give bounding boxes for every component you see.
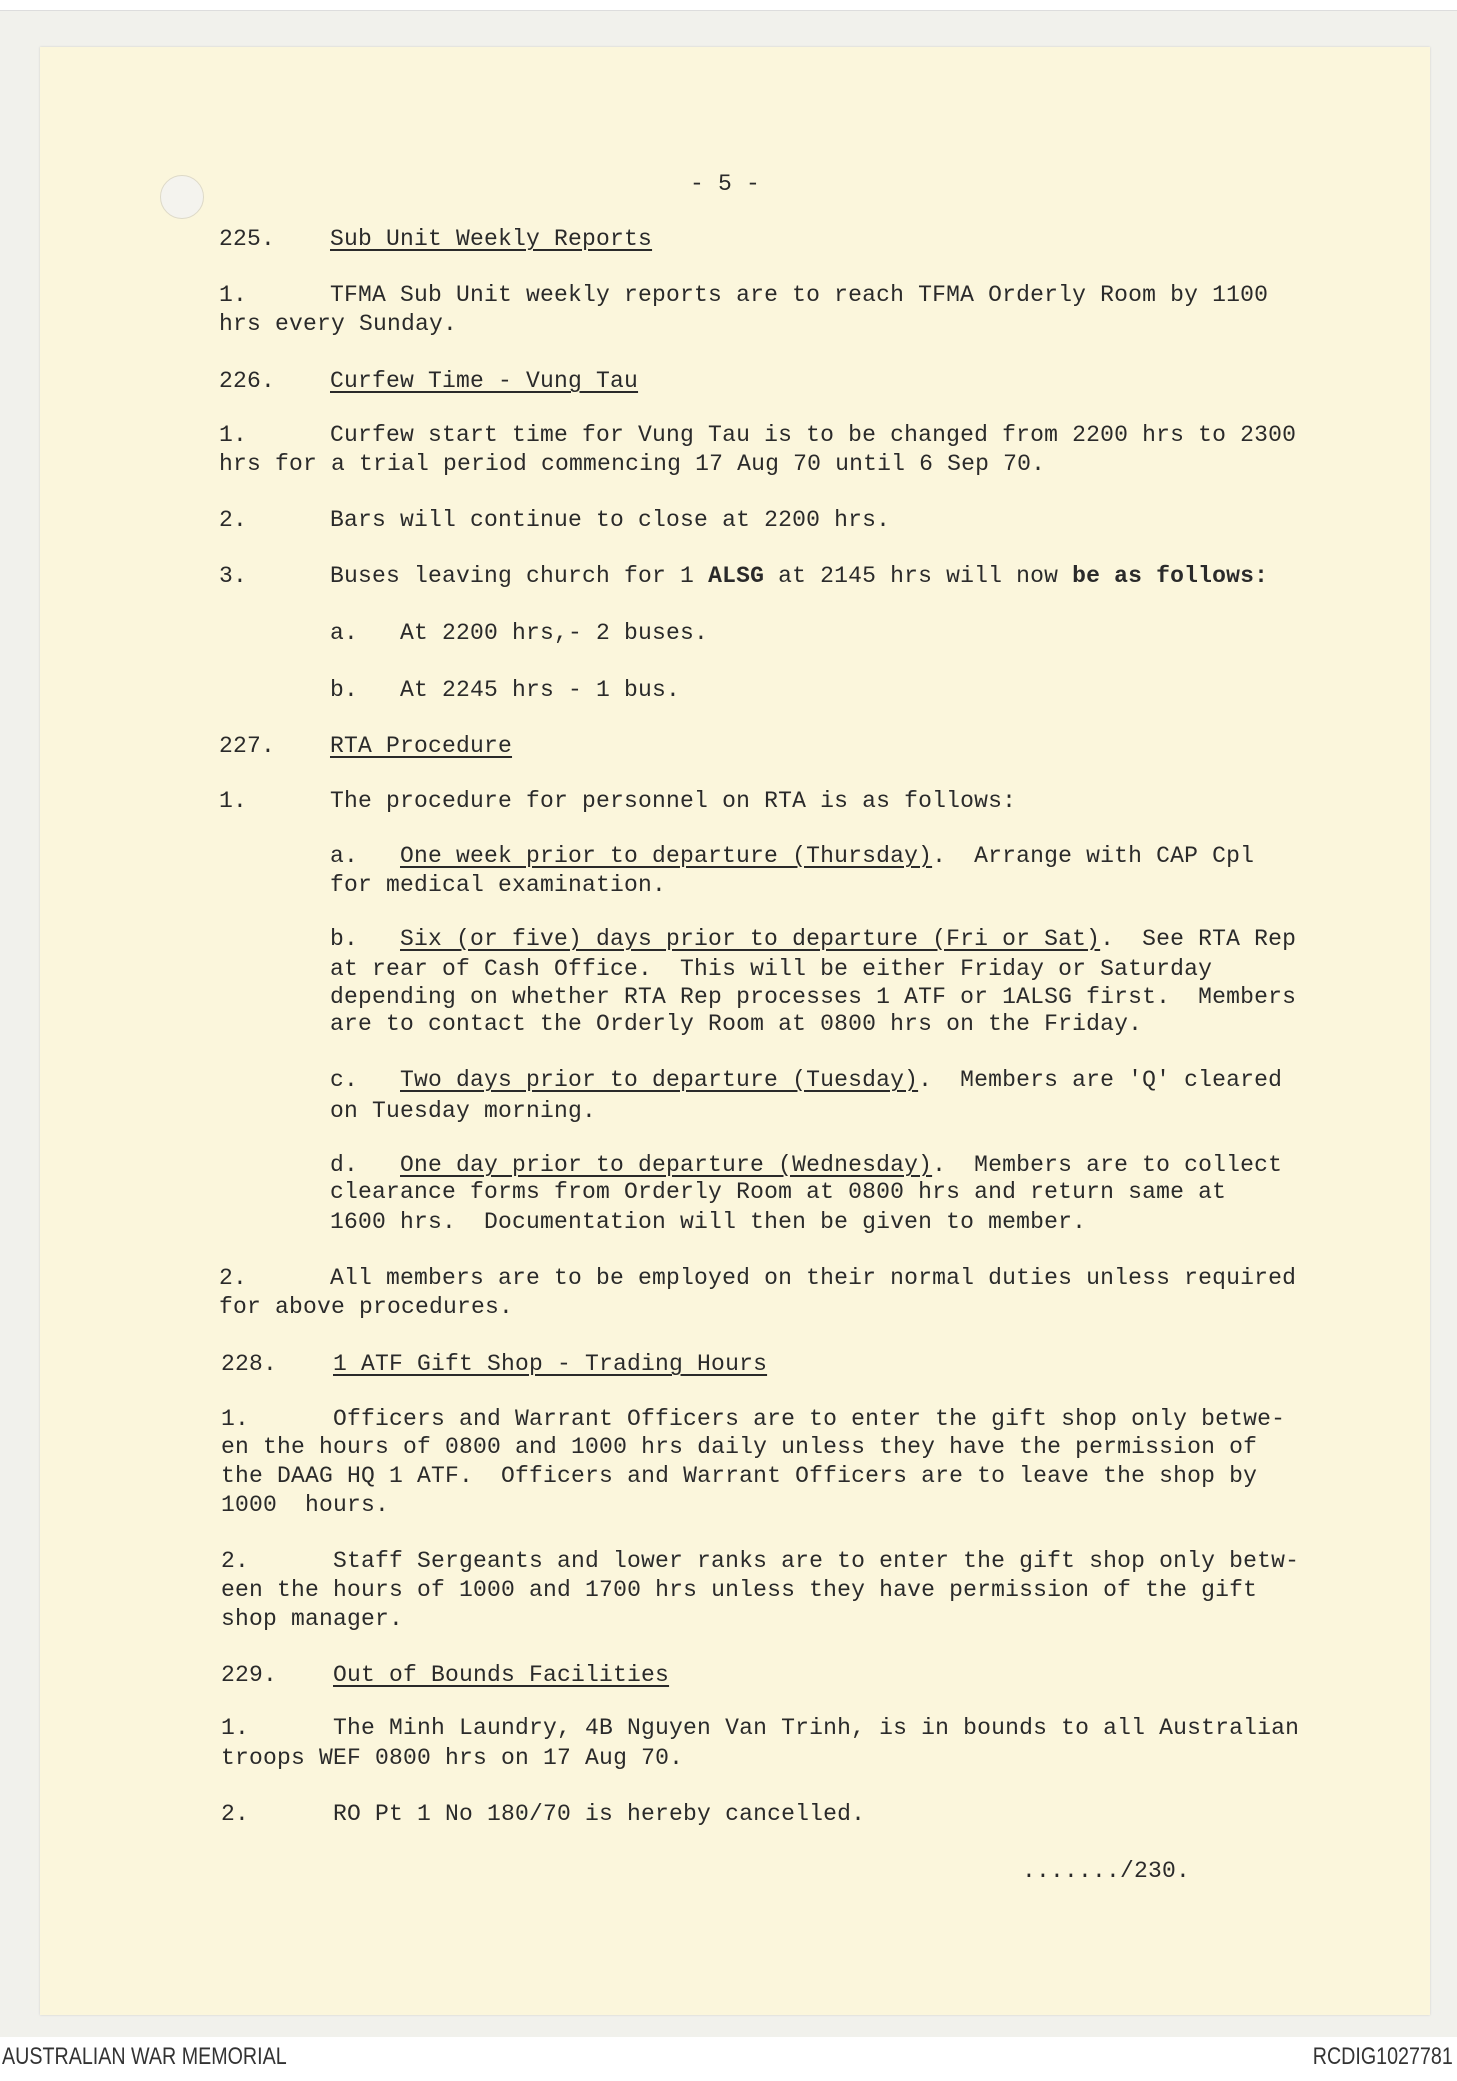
subitem-title: Two days prior to departure (Tuesday) — [400, 1067, 919, 1093]
subitem-line — [400, 925, 1296, 953]
subitem-text: At 2245 hrs - 1 bus. — [400, 677, 681, 703]
para-line: RO Pt 1 No 180/70 is hereby cancelled. — [333, 1801, 866, 1827]
subitem-letter: a. — [330, 843, 359, 869]
para-line — [330, 562, 1268, 590]
text-run: Buses leaving church for 1 — [330, 563, 709, 589]
para-line: Staff Sergeants and lower ranks are to enter the gift shop only betw- — [333, 1548, 1300, 1574]
section-title: Sub Unit Weekly Reports — [330, 226, 653, 252]
subitem-line: on Tuesday morning. — [330, 1098, 597, 1124]
section-title: Curfew Time - Vung Tau — [330, 368, 639, 394]
text-run: . See RTA Rep — [1100, 926, 1297, 952]
para-number: 1. — [219, 282, 248, 308]
text-run: at 2145 hrs will now — [764, 563, 1073, 589]
para-line: the DAAG HQ 1 ATF. Officers and Warrant Officers are to leave the shop by — [221, 1463, 1258, 1489]
section-number: 225. — [219, 226, 276, 252]
para-line: een the hours of 1000 and 1700 hrs unless they have permission of the gift — [221, 1577, 1258, 1603]
para-line: for above procedures. — [219, 1294, 514, 1320]
para-line: hrs for a trial period commencing 17 Aug 70 until 6 Sep 70. — [219, 451, 1046, 477]
para-line: The procedure for personnel on RTA is as follows: — [330, 788, 1017, 814]
section-title: RTA Procedure — [330, 733, 513, 759]
para-line: Bars will continue to close at 2200 hrs. — [330, 507, 891, 533]
text-run: . Arrange with CAP Cpl — [932, 843, 1255, 869]
para-line: Curfew start time for Vung Tau is to be changed from 2200 hrs to 2300 — [330, 422, 1297, 448]
subitem-line: depending on whether RTA Rep processes 1 ATF or 1ALSG first. Members — [330, 984, 1297, 1010]
text-run: . Members are to collect — [932, 1152, 1283, 1178]
para-line: troops WEF 0800 hrs on 17 Aug 70. — [221, 1745, 684, 1771]
para-number: 2. — [221, 1801, 250, 1827]
para-number: 1. — [219, 422, 248, 448]
subitem-line: 1600 hrs. Documentation will then be given to member. — [330, 1209, 1087, 1235]
subitem-letter: d. — [330, 1152, 359, 1178]
subitem-letter: b. — [330, 926, 359, 952]
punch-hole — [160, 175, 204, 219]
subitem-line: are to contact the Orderly Room at 0800 hrs on the Friday. — [330, 1011, 1143, 1037]
para-line: TFMA Sub Unit weekly reports are to reach TFMA Orderly Room by 1100 — [330, 282, 1269, 308]
para-number: 1. — [221, 1715, 250, 1741]
subitem-line: at rear of Cash Office. This will be either Friday or Saturday — [330, 956, 1213, 982]
subitem-letter: b. — [330, 677, 359, 703]
subitem-line: for medical examination. — [330, 872, 667, 898]
footer-institution: AUSTRALIAN WAR MEMORIAL — [2, 2043, 287, 2070]
footer-bar — [0, 2037, 1457, 2081]
subitem-title: One week prior to departure (Thursday) — [400, 843, 933, 869]
para-number: 3. — [219, 563, 248, 589]
section-number: 229. — [221, 1662, 278, 1688]
section-title: Out of Bounds Facilities — [333, 1662, 670, 1688]
para-number: 2. — [221, 1548, 250, 1574]
page-number: - 5 - — [690, 171, 761, 197]
para-line: The Minh Laundry, 4B Nguyen Van Trinh, is in bounds to all Australian — [333, 1715, 1300, 1741]
subitem-line — [400, 1066, 1282, 1094]
subitem-line: clearance forms from Orderly Room at 0800 hrs and return same at — [330, 1179, 1227, 1205]
para-line: All members are to be employed on their normal duties unless required — [330, 1265, 1297, 1291]
text-run: . Members are 'Q' cleared — [918, 1067, 1283, 1093]
para-line: shop manager. — [221, 1606, 404, 1632]
section-number: 228. — [221, 1351, 278, 1377]
section-number: 226. — [219, 368, 276, 394]
subitem-title: Six (or five) days prior to departure (Fri or Sat) — [400, 926, 1101, 952]
para-line: en the hours of 0800 and 1000 hrs daily unless they have the permission of — [221, 1434, 1258, 1460]
footer-record-id: RCDIG1027781 — [1312, 2043, 1453, 2070]
para-line: Officers and Warrant Officers are to enter the gift shop only betwe- — [333, 1406, 1286, 1432]
para-number: 2. — [219, 1265, 248, 1291]
subitem-letter: c. — [330, 1067, 359, 1093]
para-number: 1. — [219, 788, 248, 814]
continuation-marker: ......./230. — [1022, 1858, 1191, 1884]
subitem-text: At 2200 hrs,- 2 buses. — [400, 620, 709, 646]
para-number: 1. — [221, 1406, 250, 1432]
para-line: hrs every Sunday. — [219, 311, 458, 337]
subitem-title: One day prior to departure (Wednesday) — [400, 1152, 933, 1178]
subitem-line — [400, 842, 1254, 870]
text-run: ALSG — [708, 563, 765, 589]
section-title: 1 ATF Gift Shop - Trading Hours — [333, 1351, 768, 1377]
scanner-top-edge — [0, 0, 1457, 11]
subitem-line — [400, 1151, 1282, 1179]
para-line: 1000 hours. — [221, 1492, 390, 1518]
subitem-letter: a. — [330, 620, 359, 646]
section-number: 227. — [219, 733, 276, 759]
text-run: be as follows: — [1072, 563, 1269, 589]
para-number: 2. — [219, 507, 248, 533]
